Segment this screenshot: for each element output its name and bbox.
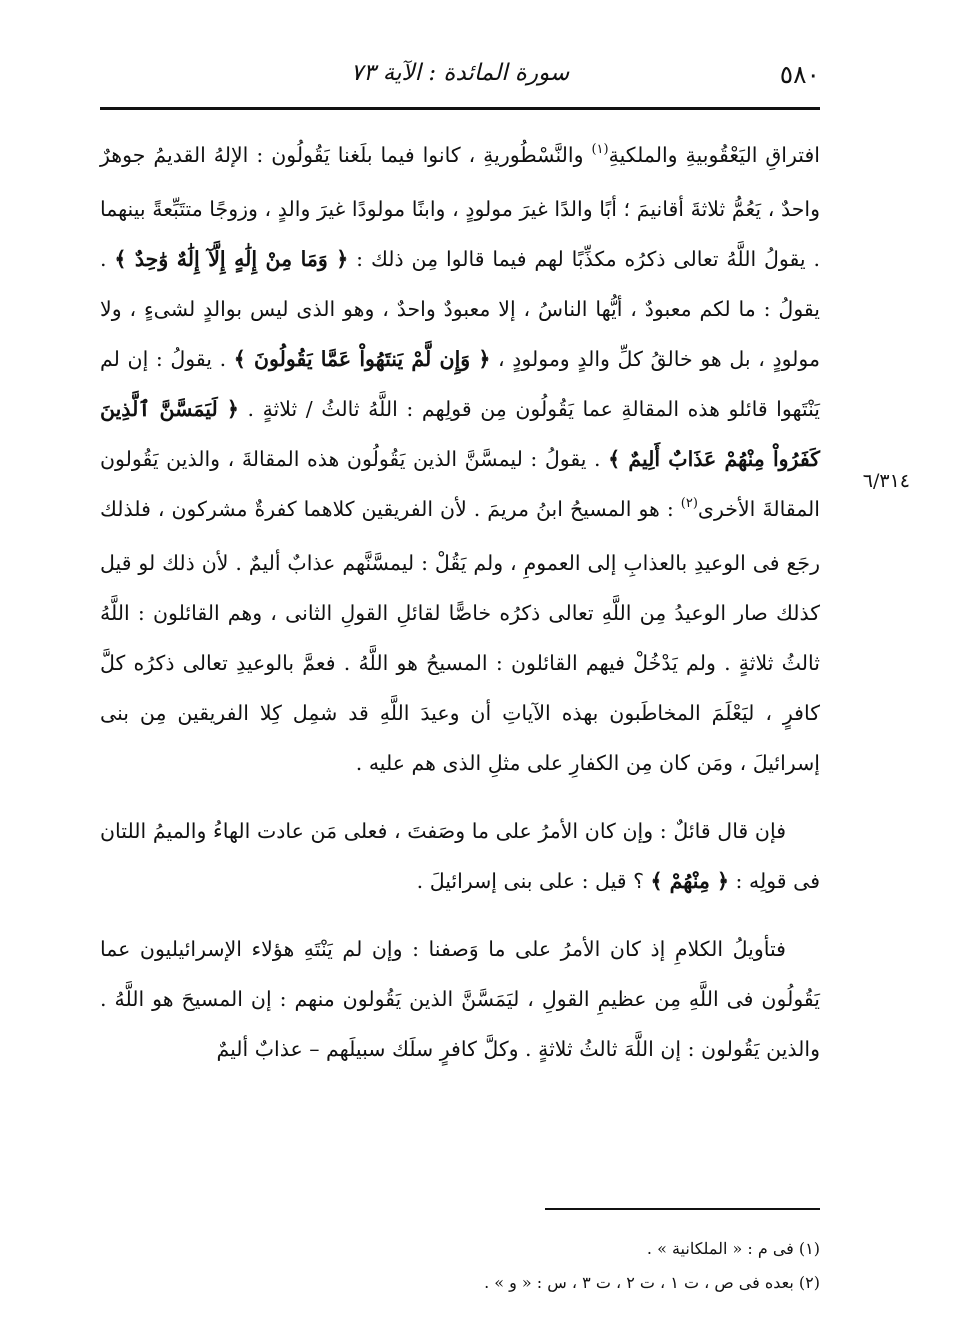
page-number: ٥٨٠ [779, 60, 820, 89]
p2-text-1: فإن قال قائلٌ : وإن كان الأمرُ على ما وصَفتَ ، فعلى مَن عادت الهاءُ والميمُ اللتان فى قولِه : [100, 819, 820, 893]
p1-text-1: افتراقِ اليَعْقُوبيةِ والملكيةِ [608, 143, 820, 167]
p1-text-3: . يقولُ : ما لكم معبودٌ ، أيُّها الناسُ ، إلا معبودٌ واحدٌ ، وهو الذى ليس بوالدٍ لشىءٍ ، ولا مولودٍ ، بل هو خالقُ كلِّ والدٍ ومولودٍ ، [100, 247, 820, 371]
footnote-1: (١) فى م : « الملكانية » . [646, 1239, 820, 1258]
paragraph-2 [100, 806, 820, 906]
body-text [100, 130, 820, 1074]
header-rule [100, 107, 820, 110]
paragraph-1 [100, 130, 820, 788]
p1-text-6: : هو المسيحُ ابنُ مريمَ . لأن الفريقين كلاهما كفرةٌ مشركون ، فلذلك رجَع فى الوعيدِ بالعذابِ إلى العمومِ ، ولم يَقُلْ : ليمسَّنَّهم عذابٌ أليمٌ . لأن ذلك لو قيل كذلك صار الوعيدُ مِن اللَّهِ تعالى ذكرُه خاصًّا لقائلِ القولِ الثانى ، وهم القائلون : اللَّهُ ثالثُ ثلاثةٍ . ولم يَدْخُلْ فيهم القائلون : المسيحُ هو اللَّهُ . فعمَّ بالوعيدِ تعالى ذكرُه كلَّ كافرٍ ، ليَعْلَمَ المخاطَبون بهذه الآياتِ أن وعيدَ اللَّهِ قد شمِل كِلا الفريقين مِن بنى إسرائيلَ ، ومَن كان مِن الكفارِ على مثلِ الذى هم عليه . [100, 497, 820, 775]
paragraph-3: فتأويلُ الكلامِ إذ كان الأمرُ على ما وَصفنا : وإن لم يَنْتَهِ هؤلاء الإسرائيليون عما يَقُولُون فى اللَّهِ مِن عظيمِ القولِ ، ليَمَسَّنَّ الذين يَقُولون منهم : إن المسيحَ هو اللَّهُ . والذين يَقُولون : إن اللَّهَ ثالثُ ثلاثةٍ . وكلَّ كافرٍ سلَك سبيلَهم – عذابٌ أليمٌ [100, 937, 820, 1061]
running-title: سورة المائدة : الآية ٧٣ [350, 60, 570, 86]
p1-text-5: . يقولُ : ليمسَّنَّ الذين يَقُولُون هذه المقالةَ ، والذين يَقُولون المقالةَ الأخرى [100, 447, 820, 521]
p1-text-2: والنَّسْطُوريةِ ، كانوا فيما بلَغنا يَقُولُون : الإلهُ القديمُ جوهرٌ واحدٌ ، يَعُمُّ ثلاثةَ أقانيمَ ؛ أبًا والدًا غيرَ مولودٍ ، وابنًا مولودًا غيرَ والدٍ ، وزوجًا متتَبِّعةً بينهما . يقولُ اللَّهُ تعالى ذكرُه مكذِّبًا لهم فيما قالوا مِن ذلك : [100, 143, 820, 271]
running-header [100, 58, 820, 98]
p2-text-2: ؟ قيل : على بنى إسرائيلَ . [416, 869, 651, 893]
quran-quote-4: ﴿ مِنْهُمْ ﴾ [650, 869, 730, 893]
footnote-marker-2[interactable]: (٢) [680, 496, 698, 511]
footnote-marker-1[interactable]: (١) [591, 142, 609, 157]
quran-quote-2: ﴿ وَإِن لَّمْ يَنتَهُواْ عَمَّا يَقُولُونَ ﴾ [233, 347, 491, 371]
footnote-rule [545, 1208, 820, 1210]
footnote-2: (٢) بعده فى ص ، ت ١ ، ت ٢ ، ت ٣ ، س : « و » . [484, 1273, 820, 1292]
quran-quote-1: ﴿ وَمَا مِنْ إِلَٰهٍ إِلَّآ إِلَٰهٌ وَٰحِدٌ ﴾ [114, 247, 349, 271]
footnotes [100, 1232, 820, 1300]
margin-reference: ٦/٣١٤ [862, 470, 910, 492]
p1-text-4: . يقولُ : إن لم يَنْتَهوا قائلو هذه المقالةِ عما يَقُولُون مِن قولِهم : اللَّهُ ثالثُ / ثلاثةٍ . [100, 347, 820, 421]
quran-quote-3: ﴿ لَيَمَسَّنَّ ٱلَّذِينَ كَفَرُواْ مِنْهُمْ عَذَابٌ أَلِيمٌ ﴾ [100, 397, 820, 471]
